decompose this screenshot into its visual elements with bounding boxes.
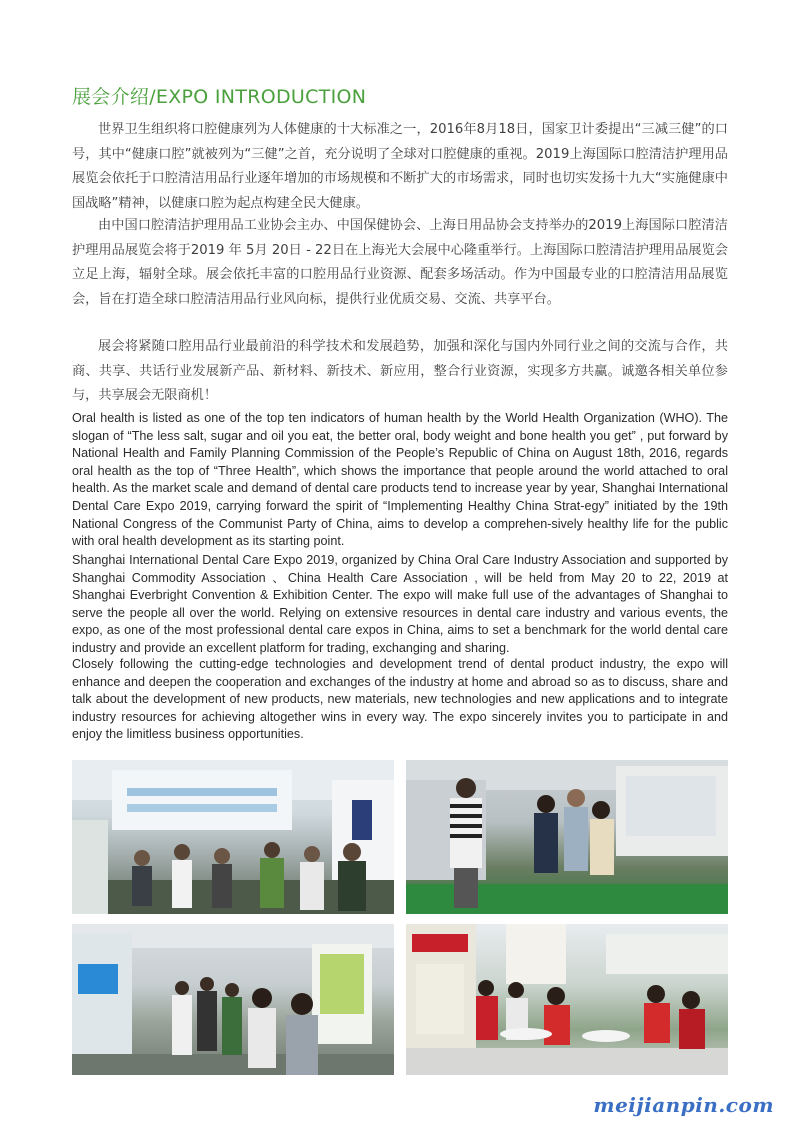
english-paragraph-1: Oral health is listed as one of the top ten indicators of human health by the World Health Organization (WHO). The slogan of “The less salt, sugar and oil you eat, the better oral, body weight and bone health you get” , put forward by National Health and Family Planning Commission of the People’s Republic of China on August 18th, 2016, regards oral health as the top of “Three Health”, which shows the importance that people around the world attached to oral health. As the market scale and demand of dental care products tend to increase year by year, Shanghai International Dental Care Expo 2019, carrying forward the spirit of “Implementing Healthy China Strat-egy” initiated by the 19th National Congress of the Communist Party of China, aims to develop a comprehen-sively healthy life for the public with oral health development as its starting point. [72, 411, 728, 549]
expo-photo-booth-meeting [406, 924, 728, 1075]
chinese-paragraph-2: 由中国口腔清洁护理用品工业协会主办、中国保健协会、上海日用品协会支持举办的2019上海国际口腔清洁护理用品展览会将于2019 年 5月 20日 - 22日在上海光大会展中心隆重举行。上海国际口腔清洁护理用品展览会立足上海，辐射全球。展会依托丰富的口腔用品行业资源、配套多场活动。作为中国最专业的口腔清洁用品展览会，旨在打造全球口腔清洁用品行业风向标，提供行业优质交易、交流、共享平台。 [72, 218, 728, 307]
chinese-paragraph-3: 展会将紧随口腔用品行业最前沿的科学技术和发展趋势，加强和深化与国内外同行业之间的交流与合作，共商、共享、共话行业发展新产品、新材料、新技术、新应用，整合行业资源，实现多方共赢。诚邀各相关单位参与，共享展会无限商机！ [72, 339, 728, 403]
expo-photo-crowded-aisle [72, 924, 394, 1075]
chinese-paragraph-1: 世界卫生组织将口腔健康列为人体健康的十大标准之一，2016年8月18日，国家卫计委提出“三减三健”的口号，其中“健康口腔”就被列为“三健”之首，充分说明了全球对口腔健康的重视。2019上海国际口腔清洁护理用品展览会依托于口腔清洁用品行业逐年增加的市场规模和不断扩大的市场需求，同时也切实发扬十九大“实施健康中国战略”精神，以健康口腔为起点构建全民大健康。 [72, 122, 728, 211]
english-paragraph-3: Closely following the cutting-edge technologies and development trend of dental product industry, the expo will enhance and deepen the cooperation and exchanges of the industry at home and abroad so as to discuss, share and talk about the development of new products, new materials, new technologies and new applications and to integrate industry resources for achieving altogether wins in every way. The expo sincerely invites you to participate in and enjoy the limitless business opportunities. [72, 657, 728, 742]
english-paragraph-2: Shanghai International Dental Care Expo 2019, organized by China Oral Care Industry Association and supported by Shanghai Commodity Association 、China Health Care Association , will be held from May 20 to 22, 2019 at Shanghai Everbright Convention & Exhibition Center. The expo will make full use of the advantages of Shanghai to serve the people all over the world. Relying on extensive resources in dental care industry and various events, the expo, as one of the most professional dental care expos in China, aims to set a benchmark for the world dental care industry and provide an excellent platform for trading, exchanging and sharing. [72, 553, 728, 655]
section-title: 展会介绍/EXPO INTRODUCTION [72, 86, 367, 108]
site-watermark: meijianpin.com [593, 1093, 774, 1117]
expo-photo-booth-display [72, 760, 394, 914]
expo-photo-aisle-conversation [406, 760, 728, 914]
